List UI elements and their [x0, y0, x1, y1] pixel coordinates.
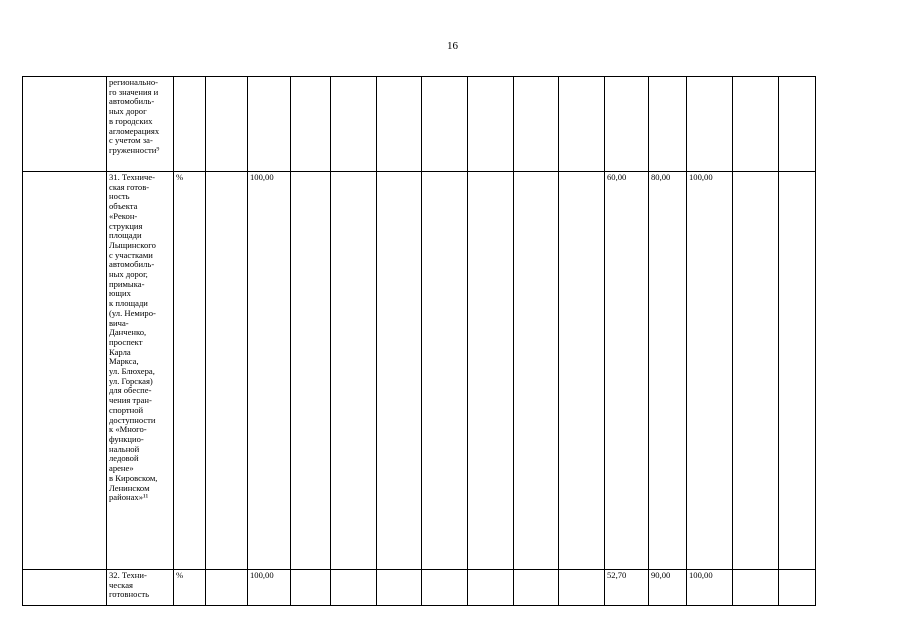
value-cell — [559, 570, 605, 606]
value-cell — [291, 77, 331, 172]
value-cell — [422, 570, 468, 606]
value-cell: 100,00 — [248, 570, 291, 606]
unit-cell: % — [174, 570, 206, 606]
value-cell — [206, 172, 248, 570]
value-cell — [733, 77, 779, 172]
value-cell — [779, 570, 816, 606]
value-cell: 52,70 — [605, 570, 649, 606]
unit-cell — [174, 77, 206, 172]
value-cell — [733, 570, 779, 606]
value-cell — [779, 172, 816, 570]
value-cell: 90,00 — [649, 570, 687, 606]
value-cell — [248, 77, 291, 172]
value-cell — [377, 77, 422, 172]
value-cell — [649, 77, 687, 172]
value-cell — [331, 570, 377, 606]
table-row — [23, 172, 816, 570]
value-cell — [468, 570, 514, 606]
unit-cell: % — [174, 172, 206, 570]
value-cell: 60,00 — [605, 172, 649, 570]
value-cell — [468, 77, 514, 172]
value-cell — [559, 172, 605, 570]
indicator-name-cell: 31. Техниче- ская готов- ность объекта «Рекон- струкция площади Лыщинского с участками автомобиль- ных дорог, примыка- ющих к площади (ул. Немиро- вича- Данченко, проспект Карла Маркса, ул. Блюхера, ул. Горская) для обеспе- чения тран- спортной доступности к «Много- функцио- нальной ледовой арене» в Кировском, Ленинском районах»¹¹ — [107, 172, 174, 570]
value-cell — [206, 77, 248, 172]
value-cell — [468, 172, 514, 570]
empty-cell — [23, 570, 107, 606]
value-cell: 80,00 — [649, 172, 687, 570]
value-cell: 100,00 — [687, 172, 733, 570]
value-cell — [779, 77, 816, 172]
value-cell — [514, 77, 559, 172]
value-cell — [605, 77, 649, 172]
table-row — [23, 570, 816, 606]
empty-cell — [23, 172, 107, 570]
value-cell — [422, 77, 468, 172]
table-row — [23, 77, 816, 172]
value-cell — [206, 570, 248, 606]
value-cell — [514, 570, 559, 606]
value-cell — [331, 77, 377, 172]
indicator-name-cell: 32. Техни- ческая готовность — [107, 570, 174, 606]
empty-cell — [23, 77, 107, 172]
indicator-name-cell: регионально- го значения и автомобиль- ных дорог в городских агломерациях с учетом за- груженности⁹ — [107, 77, 174, 172]
value-cell — [733, 172, 779, 570]
value-cell: 100,00 — [248, 172, 291, 570]
value-cell — [377, 570, 422, 606]
value-cell — [514, 172, 559, 570]
value-cell — [291, 172, 331, 570]
page-number: 16 — [447, 40, 458, 52]
indicators-table — [22, 76, 816, 606]
value-cell — [377, 172, 422, 570]
value-cell — [422, 172, 468, 570]
value-cell — [559, 77, 605, 172]
value-cell — [687, 77, 733, 172]
value-cell — [331, 172, 377, 570]
value-cell — [291, 570, 331, 606]
value-cell: 100,00 — [687, 570, 733, 606]
